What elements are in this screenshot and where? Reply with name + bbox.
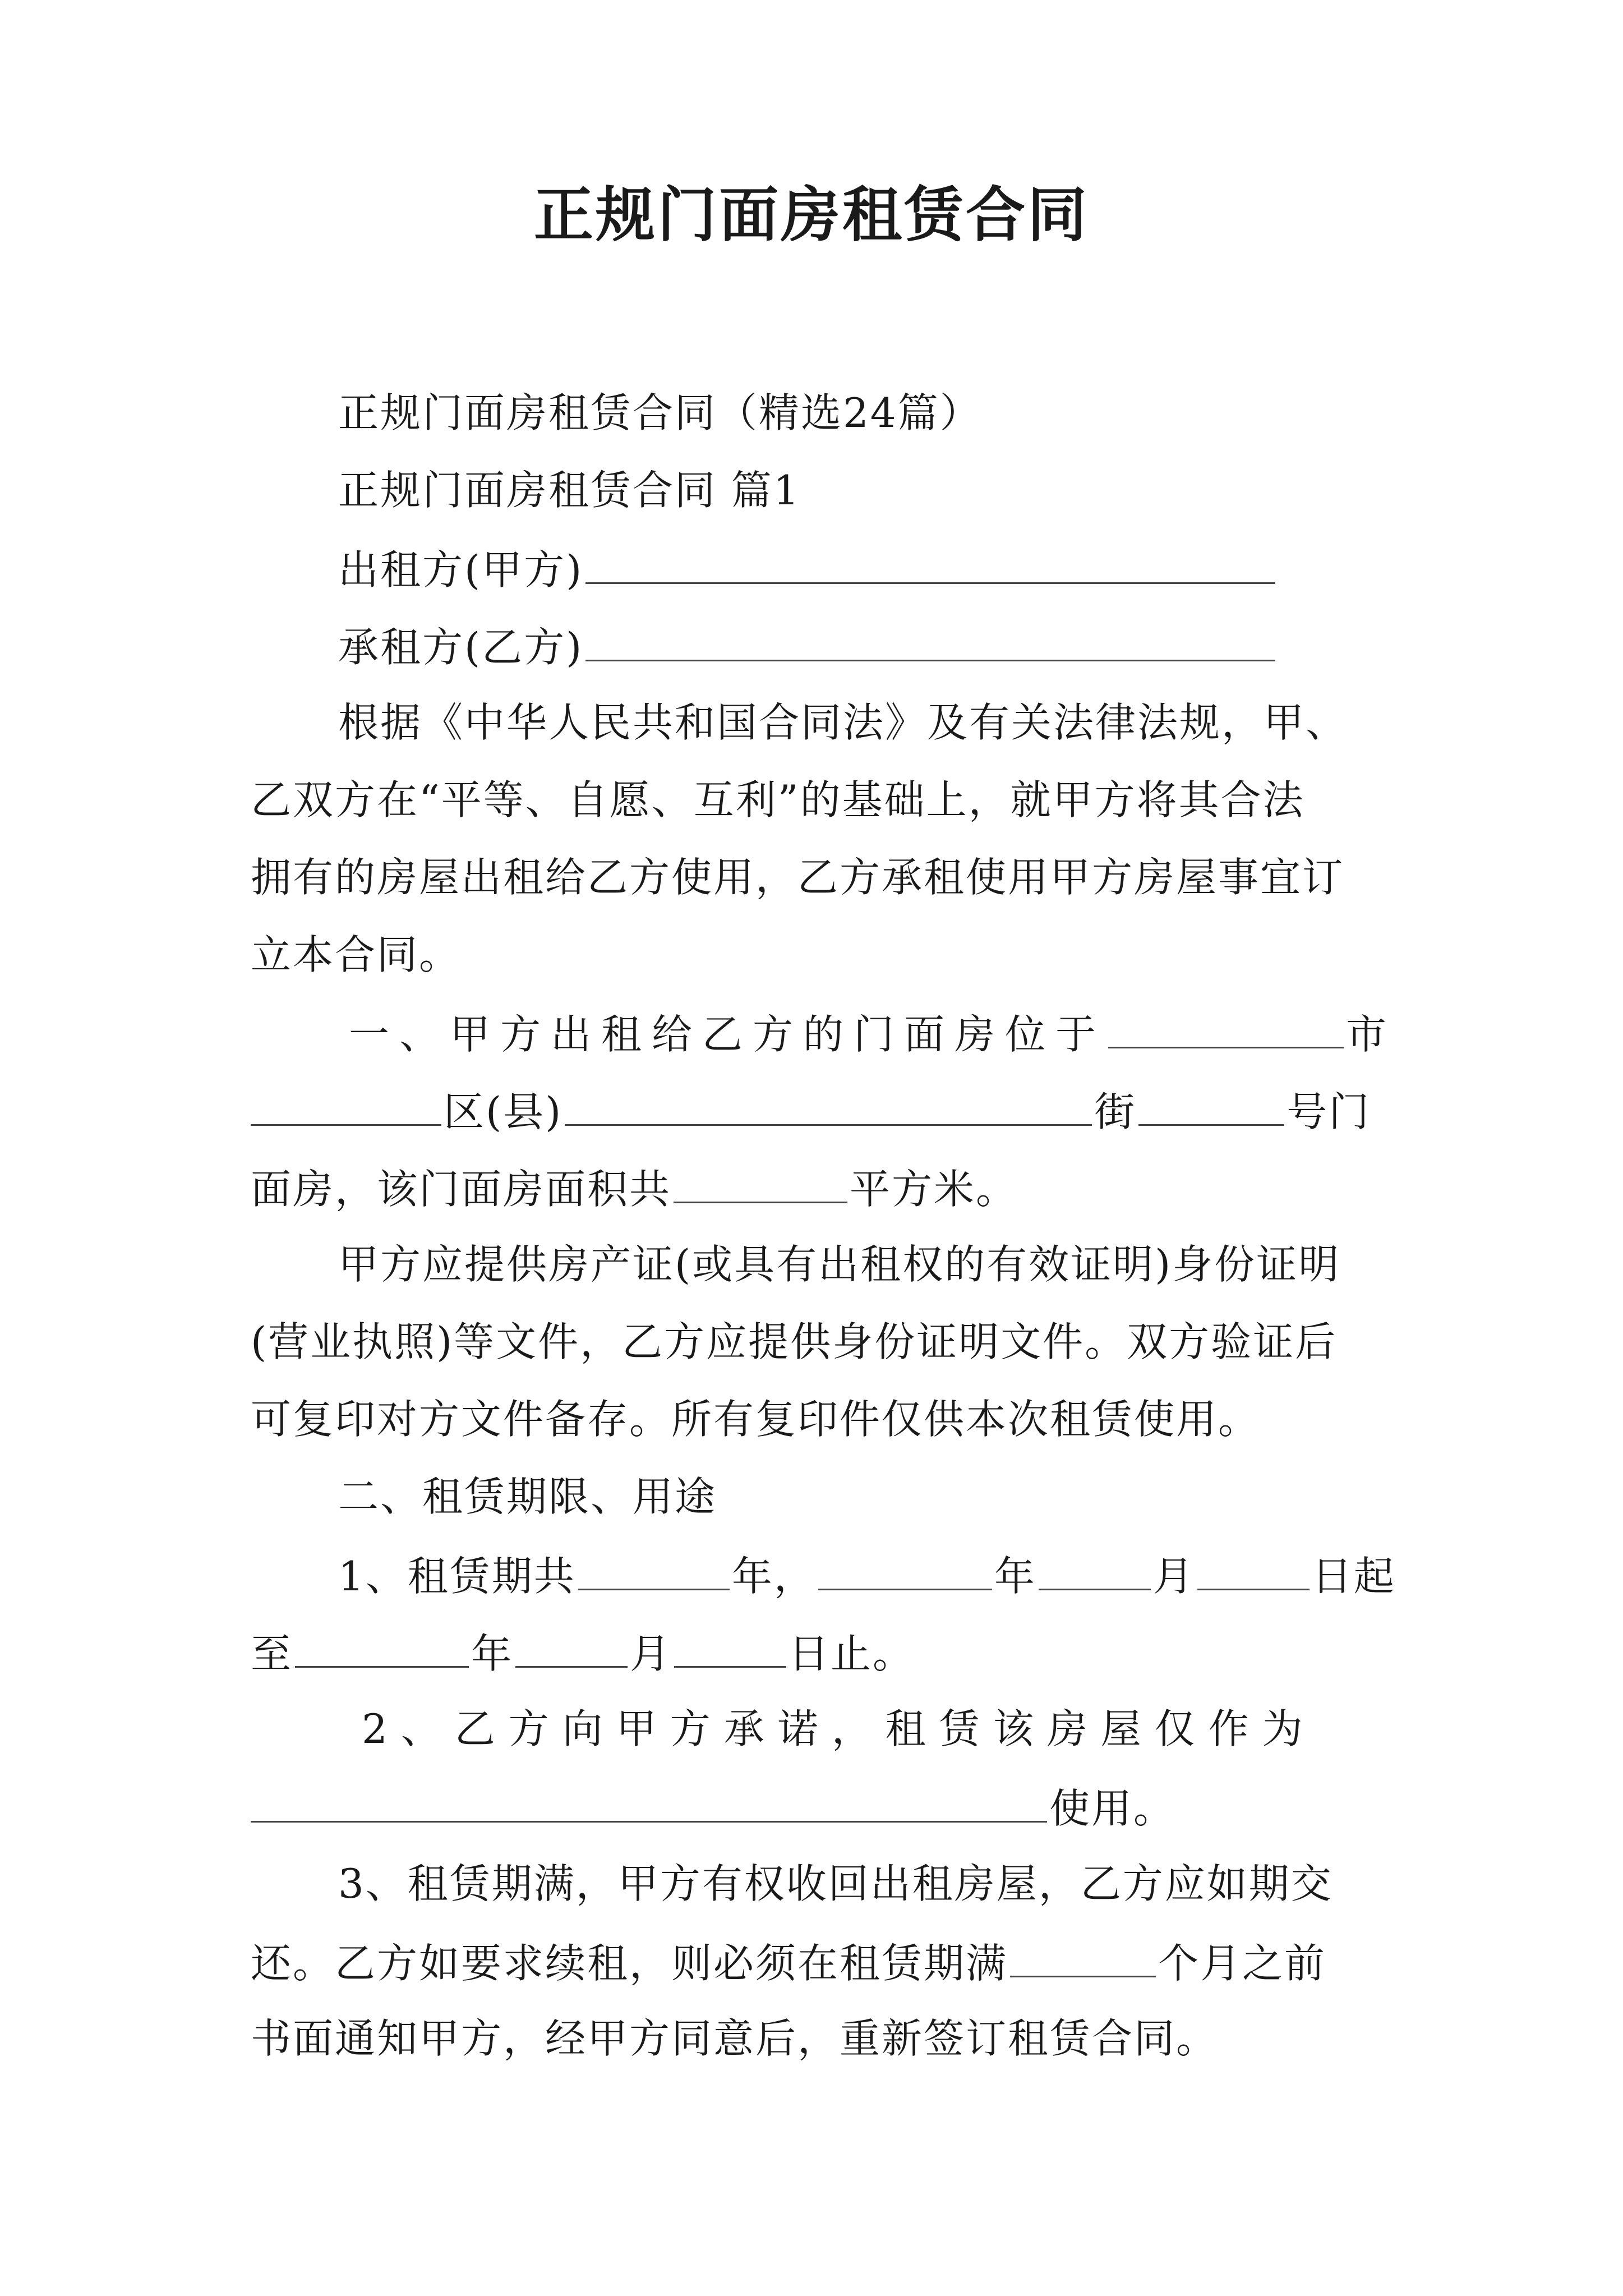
city-blank [1108,1012,1344,1048]
term-text: 1、租赁期共 [338,1553,576,1600]
end-year-label: 年 [471,1630,514,1677]
renewal-text: 还。乙方如要求续租，则必须在租赁期满 [251,1940,1008,1987]
subtitle-selection: 正规门面房租赁合同（精选24篇） [338,389,982,436]
section-2-heading: 二、租赁期限、用途 [338,1473,717,1520]
lessor-label: 出租方(甲方) [338,546,584,593]
end-day-blank [674,1631,786,1668]
end-year-blank [295,1631,469,1668]
use-line-2 [251,1785,1372,1832]
lessee-line [338,624,1460,671]
term-line-1 [338,1553,1460,1600]
lessor-blank [585,547,1275,584]
start-year-label: 年 [994,1553,1036,1600]
use-label: 使用。 [1049,1785,1176,1832]
start-day-label: 日起 [1311,1553,1396,1600]
area-unit: 平方米。 [850,1166,1018,1213]
renewal-months-label: 个月之前 [1158,1940,1327,1987]
lessee-blank [585,625,1275,661]
paragraph-line: 乙双方在“平等、自愿、互利”的基础上，就甲方将其合法 [251,776,1305,823]
use-line-1: 2、乙方向甲方承诺，租赁该房屋仅作为 [362,1705,1316,1752]
end-day-label: 日止。 [789,1630,915,1677]
paragraph-line: 书面通知甲方，经甲方同意后，重新签订租赁合同。 [251,2015,1219,2062]
start-year-blank [818,1554,992,1590]
area-blank [674,1167,847,1203]
document-title: 正规门面房租赁合同 [534,180,1089,250]
clause-1-line [349,1011,1470,1058]
paragraph-line: 可复印对方文件备存。所有复印件仅供本次租赁使用。 [251,1396,1261,1443]
subtitle-part-1: 正规门面房租赁合同 篇1 [338,467,801,514]
clause-1-line-2 [251,1088,1372,1135]
paragraph-line: 根据《中华人民共和国合同法》及有关法律法规，甲、 [338,699,1348,746]
term-year-label: 年， [731,1553,816,1600]
lessor-line [338,546,1460,593]
district-label: 区(县) [444,1088,563,1135]
clause-1-line-3 [251,1166,1372,1213]
start-month-label: 月 [1152,1553,1195,1600]
end-to-label: 至 [251,1630,293,1677]
term-line-2 [251,1630,1372,1677]
clause-1-text: 一、甲方出租给乙方的门面房位于 [349,1011,1106,1058]
paragraph-line: (营业执照)等文件，乙方应提供身份证明文件。双方验证后 [251,1318,1338,1365]
number-blank [1138,1089,1284,1126]
use-blank [251,1786,1047,1823]
city-label: 市 [1346,1011,1397,1058]
end-month-label: 月 [630,1630,672,1677]
number-label: 号门 [1287,1088,1371,1135]
paragraph-line: 甲方应提供房产证(或具有出租权的有效证明)身份证明 [338,1241,1341,1288]
street-label: 街 [1094,1088,1137,1135]
renewal-line [251,1940,1372,1987]
paragraph-line: 立本合同。 [251,931,462,978]
paragraph-line: 3、租赁期满，甲方有权收回出租房屋，乙方应如期交 [338,1860,1333,1907]
start-day-blank [1197,1554,1310,1590]
street-blank [565,1089,1092,1126]
start-month-blank [1039,1554,1151,1590]
renewal-months-blank [1010,1941,1156,1977]
lessee-label: 承租方(乙方) [338,624,584,671]
district-blank [251,1089,441,1126]
term-years-blank [578,1554,730,1590]
paragraph-line: 拥有的房屋出租给乙方使用，乙方承租使用甲方房屋事宜订 [251,854,1345,901]
area-text: 面房，该门面房面积共 [251,1166,672,1213]
end-month-blank [515,1631,628,1668]
